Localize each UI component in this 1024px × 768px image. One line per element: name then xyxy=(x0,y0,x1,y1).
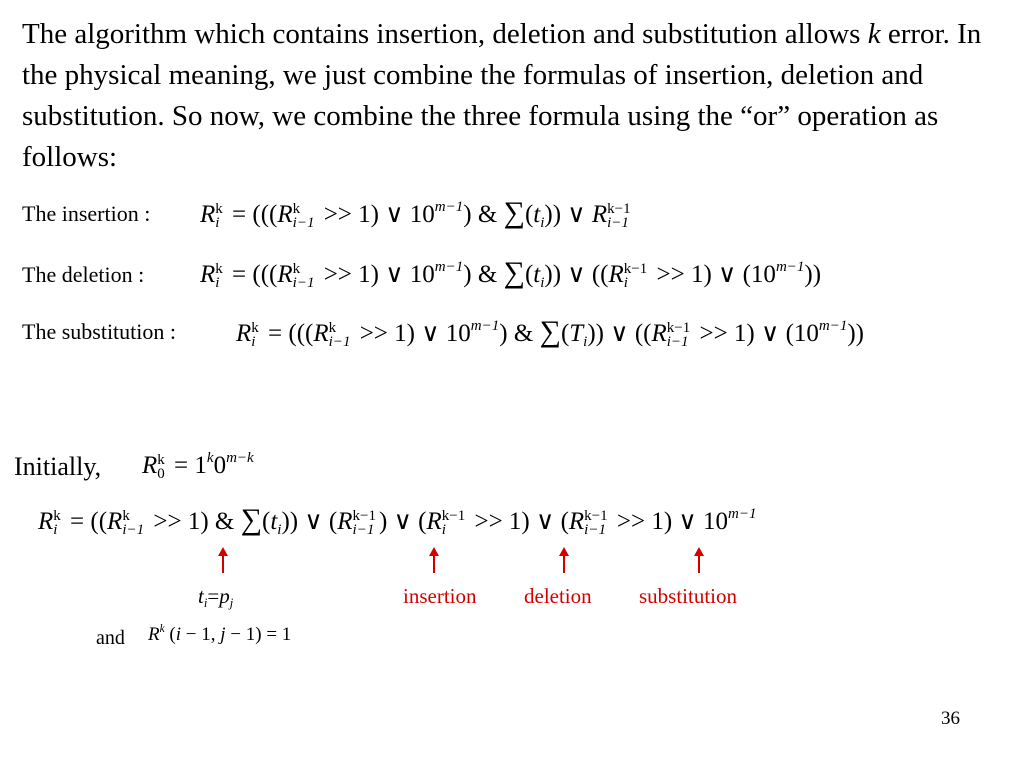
substitution-label: The substitution : xyxy=(22,319,176,344)
deletion-formula: R k i = (((R k i−1 >> 1) ∨ $10^{m-1}$) & $\sum(t_i)$) ∨ ((R k−1 i >> 1) ∨ $(10^{m-1})$) xyxy=(200,256,822,292)
arrow-up-icon xyxy=(216,545,230,575)
insertion-annotation: insertion xyxy=(403,584,477,608)
page-number: 36 xyxy=(941,708,960,729)
substitution-annotation: substitution xyxy=(639,584,738,608)
combined-formula: R k i = ((R k i−1 >> 1) & $\sum(t_i)$) ∨ (R k−1 i−1 ) ∨ (R k−1 i >> 1) ∨ (R k−1 i−1 >> 1) ∨ $10^{m-1}$ xyxy=(38,503,757,539)
arrow-up-icon xyxy=(557,545,571,575)
deletion-annotation: deletion xyxy=(524,584,592,608)
insertion-formula: R k i = (((R k i−1 >> 1) ∨ $10^{m-1}$) & $\sum(t_i)$) ∨ R k−1 i−1 xyxy=(200,196,631,232)
intro-text-2: error. In the physical meaning, we just combine the formulas of insertion, deletion and substitution. So now, we combine the three formula using the “or” operation as follows: xyxy=(22,18,982,173)
insertion-label: The insertion : xyxy=(22,201,151,226)
arrow-up-icon xyxy=(692,545,706,575)
intro-paragraph xyxy=(22,14,1007,178)
deletion-label: The deletion : xyxy=(22,262,145,287)
initially-label: Initially, xyxy=(14,452,102,481)
ti-equals-pj-label: $t_i=p_j$ xyxy=(198,584,234,610)
intro-k: k xyxy=(867,18,881,50)
arrow-up-icon xyxy=(427,545,441,575)
substitution-formula: R k i = (((R k i−1 >> 1) ∨ $10^{m-1}$) & $\sum(T_i)$) ∨ ((R k−1 i−1 >> 1) ∨ $(10^{m-1})$) xyxy=(236,315,865,351)
and-formula: $R^k$ (i − 1, j − 1) = 1 xyxy=(148,622,292,645)
intro-text-1: The algorithm which contains insertion, deletion and substitution allows xyxy=(22,18,868,50)
initial-formula: R k 0 = $1^k0^{m-k}$ xyxy=(142,450,254,483)
and-label: and xyxy=(96,627,125,649)
